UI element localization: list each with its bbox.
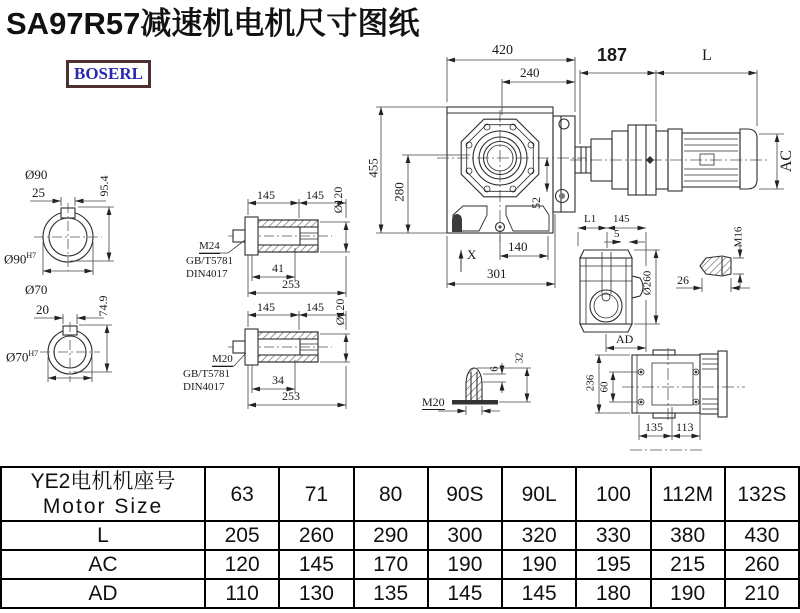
dim-sleevebot-standard2: DIN4017 — [183, 381, 225, 393]
table-cell: 260 — [725, 550, 799, 579]
motor-side-view — [570, 70, 784, 195]
dim-sleevebot-seg2: 145 — [306, 300, 324, 314]
boserl-logo: BOSERL — [66, 60, 151, 88]
table-cell: 195 — [576, 550, 650, 579]
dim-top-hole-span: 60 — [598, 381, 611, 393]
table-header-motor-size — [1, 467, 205, 521]
col-90l: 90L — [502, 467, 576, 521]
table-cell: 290 — [354, 521, 428, 550]
table-cell: 110 — [205, 579, 279, 608]
dim-sleevebot-seg1: 145 — [257, 300, 275, 314]
motor-size-table — [0, 466, 800, 609]
table-cell: 190 — [428, 550, 502, 579]
motor-size-label-en: Motor Size — [42, 495, 164, 518]
dim-side-l1: L1 — [584, 213, 597, 225]
col-132s: 132S — [725, 467, 799, 521]
dim-plug-thread: M20 — [422, 395, 445, 409]
col-100: 100 — [576, 467, 650, 521]
dim-main-flange-width: 240 — [520, 65, 540, 80]
dim-side-width-ad: AD — [616, 332, 634, 346]
dim-sleevetop-thread: M24 — [199, 240, 220, 252]
dim-main-adapter-length: 187 — [597, 45, 628, 65]
dim-sleevetop-bolt-length: 41 — [272, 261, 284, 275]
dim-sleevebot-od: Ø120 — [333, 298, 347, 326]
table-row-AC — [1, 550, 799, 579]
table-cell: 145 — [428, 579, 502, 608]
gearbox-front-view — [376, 57, 586, 288]
table-cell: 190 — [651, 579, 725, 608]
dim-top-depth: 236 — [584, 374, 597, 392]
table-cell: 330 — [576, 521, 650, 550]
table-cell: 260 — [279, 521, 353, 550]
dim-side-plug-thread: M16 — [732, 226, 745, 248]
dim-shaft90-height: 95.4 — [97, 175, 111, 197]
col-112m: 112M — [651, 467, 725, 521]
dim-main-mark-x: X — [467, 247, 477, 262]
dim-main-center-height: 280 — [391, 182, 407, 202]
dim-sleevebot-standard1: GB/T5781 — [183, 368, 231, 380]
dim-side-gap: 5 — [614, 228, 620, 240]
table-cell: 300 — [428, 521, 502, 550]
dim-shaft70-height: 74.9 — [96, 295, 110, 317]
table-cell: 205 — [205, 521, 279, 550]
table-cell: 145 — [279, 550, 353, 579]
table-cell: 430 — [725, 521, 799, 550]
dim-shaft70-keyway: 20 — [36, 302, 49, 317]
dim-shaft90-bore: $Ø90^{H7}$ — [4, 251, 37, 267]
hollow-shaft-top — [199, 199, 350, 297]
dim-main-motor-diameter: AC — [778, 149, 795, 173]
row-label-AC: AC — [1, 550, 205, 579]
dim-main-offset: 52 — [529, 197, 543, 209]
col-63: 63 — [205, 467, 279, 521]
shaft-section-90 — [30, 197, 114, 275]
dim-sleevebot-bolt-length: 34 — [272, 373, 284, 387]
row-label-L: L — [1, 521, 205, 550]
table-cell: 130 — [279, 579, 353, 608]
table-cell: 210 — [725, 579, 799, 608]
dim-main-width: 420 — [492, 43, 513, 58]
dim-sleevetop-total-length: 253 — [282, 277, 300, 291]
table-row-L — [1, 521, 799, 550]
m20-plug-detail — [438, 363, 531, 415]
table-cell: 135 — [354, 579, 428, 608]
table-cell: 120 — [205, 550, 279, 579]
col-71: 71 — [279, 467, 353, 521]
row-label-AD: AD — [1, 579, 205, 608]
motor-size-label-cn: YE2电机机座号 — [30, 470, 176, 493]
dim-sleevetop-standard2: DIN4017 — [186, 268, 228, 280]
table-cell: 145 — [502, 579, 576, 608]
dim-main-motor-length: L — [702, 47, 712, 64]
table-cell: 170 — [354, 550, 428, 579]
dim-main-foot-width: 140 — [508, 239, 528, 254]
table-header-row — [1, 467, 799, 521]
dim-shaft70-bore: $Ø70^{H7}$ — [6, 349, 39, 365]
page-title: SA97R57减速机电机尺寸图纸 — [6, 6, 420, 41]
dim-sleevebot-total-length: 253 — [282, 389, 300, 403]
col-90s: 90S — [428, 467, 502, 521]
dim-sleevetop-seg2: 145 — [306, 188, 324, 202]
dim-shaft90-keyway: 25 — [32, 185, 45, 200]
table-row-AD — [1, 579, 799, 608]
dim-sleevetop-standard1: GB/T5781 — [186, 255, 234, 267]
table-cell: 215 — [651, 550, 725, 579]
dim-plug-tip: 6 — [488, 366, 501, 372]
dim-main-base-width: 301 — [487, 266, 507, 281]
dim-sleevetop-od: Ø120 — [331, 186, 345, 214]
col-80: 80 — [354, 467, 428, 521]
dim-side-flange-diameter: Ø260 — [641, 270, 654, 296]
dim-sleevetop-seg1: 145 — [257, 188, 275, 202]
dim-top-len1: 135 — [645, 420, 663, 434]
dim-sleevebot-thread: M20 — [212, 353, 233, 365]
dim-top-len2: 113 — [676, 420, 694, 434]
gearbox-top-view — [595, 348, 745, 450]
table-cell: 180 — [576, 579, 650, 608]
dim-side-seg: 145 — [613, 213, 630, 225]
table-cell: 380 — [651, 521, 725, 550]
dim-shaft70-diameter: Ø70 — [25, 282, 48, 297]
dim-plug-height: 32 — [513, 352, 526, 364]
dim-main-height: 455 — [365, 158, 381, 178]
dim-shaft90-diameter: Ø90 — [25, 167, 48, 182]
dim-side-plug-length: 26 — [677, 273, 689, 287]
table-cell: 190 — [502, 550, 576, 579]
table-cell: 320 — [502, 521, 576, 550]
shaft-section-70 — [34, 314, 112, 382]
